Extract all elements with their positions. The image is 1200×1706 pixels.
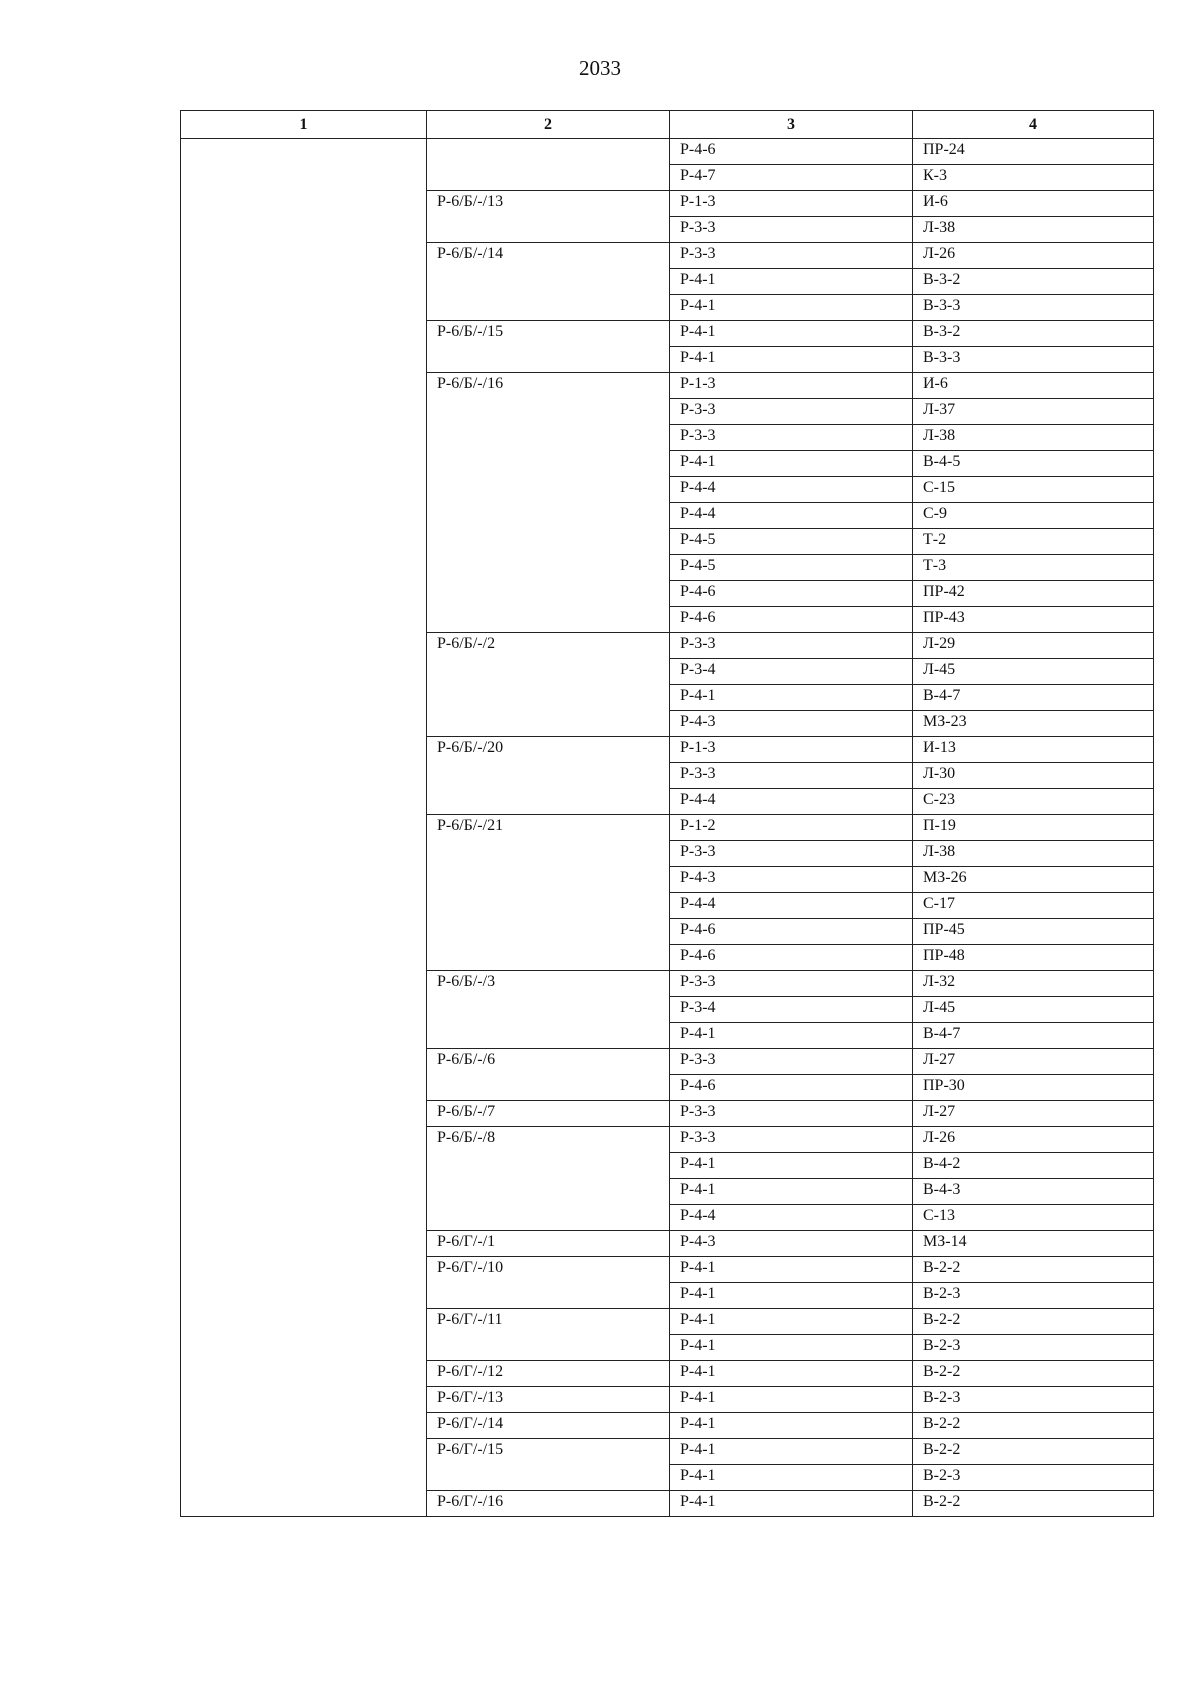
group-code-cell: Р-6/Б/-/2 xyxy=(427,633,670,737)
col3-cell: Р-4-6 xyxy=(670,607,913,633)
col4-cell: Л-27 xyxy=(913,1101,1154,1127)
col4-cell: С-17 xyxy=(913,893,1154,919)
col4-cell: В-4-3 xyxy=(913,1179,1154,1205)
group-code-cell: Р-6/Г/-/15 xyxy=(427,1439,670,1491)
group-code-cell: Р-6/Г/-/10 xyxy=(427,1257,670,1309)
col4-cell: ПР-48 xyxy=(913,945,1154,971)
col4-cell: ПР-45 xyxy=(913,919,1154,945)
col4-cell: Л-38 xyxy=(913,217,1154,243)
page-number: 2033 xyxy=(579,56,621,80)
group-code-cell: Р-6/Б/-/3 xyxy=(427,971,670,1049)
group-code-cell: Р-6/Б/-/6 xyxy=(427,1049,670,1101)
col4-cell: Л-45 xyxy=(913,997,1154,1023)
col3-cell: Р-3-3 xyxy=(670,399,913,425)
header-col-2: 2 xyxy=(427,111,670,139)
col3-cell: Р-4-3 xyxy=(670,711,913,737)
col4-cell: Л-37 xyxy=(913,399,1154,425)
group-code-cell: Р-6/Г/-/12 xyxy=(427,1361,670,1387)
col4-cell: В-2-2 xyxy=(913,1413,1154,1439)
col4-cell: С-9 xyxy=(913,503,1154,529)
col4-cell: В-4-7 xyxy=(913,1023,1154,1049)
col3-cell: Р-3-3 xyxy=(670,1049,913,1075)
col4-cell: Л-38 xyxy=(913,841,1154,867)
col3-cell: Р-3-3 xyxy=(670,763,913,789)
col4-cell: В-3-3 xyxy=(913,295,1154,321)
col3-cell: Р-4-4 xyxy=(670,1205,913,1231)
group-code-cell: Р-6/Б/-/16 xyxy=(427,373,670,633)
col3-cell: Р-1-3 xyxy=(670,737,913,763)
col3-cell: Р-4-3 xyxy=(670,1231,913,1257)
col4-cell: Л-26 xyxy=(913,243,1154,269)
col4-cell: С-23 xyxy=(913,789,1154,815)
col3-cell: Р-4-1 xyxy=(670,1491,913,1517)
col3-cell: Р-4-6 xyxy=(670,919,913,945)
group-code-cell: Р-6/Б/-/20 xyxy=(427,737,670,815)
group-code-cell: Р-6/Г/-/11 xyxy=(427,1309,670,1361)
col3-cell: Р-1-3 xyxy=(670,191,913,217)
col4-cell: МЗ-14 xyxy=(913,1231,1154,1257)
col3-cell: Р-3-3 xyxy=(670,425,913,451)
col3-cell: Р-4-5 xyxy=(670,555,913,581)
header-col-1: 1 xyxy=(181,111,427,139)
col4-cell: МЗ-23 xyxy=(913,711,1154,737)
col3-cell: Р-4-4 xyxy=(670,789,913,815)
col3-cell: Р-3-3 xyxy=(670,1101,913,1127)
col3-cell: Р-4-1 xyxy=(670,1257,913,1283)
col4-cell: В-2-2 xyxy=(913,1439,1154,1465)
col3-cell: Р-4-1 xyxy=(670,1465,913,1491)
col4-cell: И-13 xyxy=(913,737,1154,763)
col4-cell: С-15 xyxy=(913,477,1154,503)
col4-cell: В-2-3 xyxy=(913,1465,1154,1491)
col3-cell: Р-4-1 xyxy=(670,1387,913,1413)
col3-cell: Р-3-4 xyxy=(670,659,913,685)
col4-cell: Т-3 xyxy=(913,555,1154,581)
col4-cell: В-3-2 xyxy=(913,269,1154,295)
group-code-cell xyxy=(427,139,670,191)
col3-cell: Р-3-3 xyxy=(670,633,913,659)
col3-cell: Р-4-6 xyxy=(670,581,913,607)
col4-cell: В-2-2 xyxy=(913,1309,1154,1335)
group-code-cell: Р-6/Б/-/14 xyxy=(427,243,670,321)
group-code-cell: Р-6/Г/-/1 xyxy=(427,1231,670,1257)
table-row xyxy=(181,139,1154,165)
col4-cell: ПР-30 xyxy=(913,1075,1154,1101)
col3-cell: Р-4-7 xyxy=(670,165,913,191)
col4-cell: Л-30 xyxy=(913,763,1154,789)
col3-cell: Р-4-6 xyxy=(670,1075,913,1101)
col3-cell: Р-3-3 xyxy=(670,243,913,269)
col3-cell: Р-4-1 xyxy=(670,1023,913,1049)
group-code-cell: Р-6/Г/-/13 xyxy=(427,1387,670,1413)
col4-cell: Т-2 xyxy=(913,529,1154,555)
col3-cell: Р-4-6 xyxy=(670,945,913,971)
header-col-3: 3 xyxy=(670,111,913,139)
col3-cell: Р-4-1 xyxy=(670,1361,913,1387)
col4-cell: В-2-3 xyxy=(913,1387,1154,1413)
header-row xyxy=(181,111,1154,139)
col3-cell: Р-4-6 xyxy=(670,139,913,165)
col3-cell: Р-4-1 xyxy=(670,451,913,477)
col4-cell: И-6 xyxy=(913,373,1154,399)
col4-cell: В-2-2 xyxy=(913,1491,1154,1517)
col3-cell: Р-4-1 xyxy=(670,347,913,373)
col4-cell: Л-38 xyxy=(913,425,1154,451)
header-col-4: 4 xyxy=(913,111,1154,139)
col4-cell: В-2-3 xyxy=(913,1283,1154,1309)
col4-cell: В-2-2 xyxy=(913,1361,1154,1387)
col4-cell: И-6 xyxy=(913,191,1154,217)
col1-cell xyxy=(181,139,427,1517)
col3-cell: Р-4-1 xyxy=(670,685,913,711)
col3-cell: Р-4-3 xyxy=(670,867,913,893)
col3-cell: Р-3-4 xyxy=(670,997,913,1023)
group-code-cell: Р-6/Б/-/15 xyxy=(427,321,670,373)
col4-cell: Л-26 xyxy=(913,1127,1154,1153)
col3-cell: Р-4-4 xyxy=(670,893,913,919)
col4-cell: ПР-43 xyxy=(913,607,1154,633)
col4-cell: Л-45 xyxy=(913,659,1154,685)
col3-cell: Р-3-3 xyxy=(670,841,913,867)
col3-cell: Р-4-1 xyxy=(670,269,913,295)
col3-cell: Р-3-3 xyxy=(670,217,913,243)
col3-cell: Р-4-1 xyxy=(670,1309,913,1335)
col3-cell: Р-4-1 xyxy=(670,1413,913,1439)
col4-cell: К-3 xyxy=(913,165,1154,191)
col3-cell: Р-3-3 xyxy=(670,1127,913,1153)
col4-cell: В-4-2 xyxy=(913,1153,1154,1179)
group-code-cell: Р-6/Б/-/7 xyxy=(427,1101,670,1127)
col3-cell: Р-4-1 xyxy=(670,1179,913,1205)
col3-cell: Р-4-1 xyxy=(670,321,913,347)
col3-cell: Р-4-1 xyxy=(670,1283,913,1309)
col4-cell: В-4-5 xyxy=(913,451,1154,477)
col3-cell: Р-4-1 xyxy=(670,1153,913,1179)
col3-cell: Р-4-5 xyxy=(670,529,913,555)
col4-cell: С-13 xyxy=(913,1205,1154,1231)
col3-cell: Р-4-1 xyxy=(670,1335,913,1361)
group-code-cell: Р-6/Б/-/13 xyxy=(427,191,670,243)
col4-cell: В-4-7 xyxy=(913,685,1154,711)
col4-cell: В-2-3 xyxy=(913,1335,1154,1361)
document-table xyxy=(180,110,1154,1517)
table-header xyxy=(181,111,1154,139)
col3-cell: Р-4-4 xyxy=(670,477,913,503)
col4-cell: Л-32 xyxy=(913,971,1154,997)
col4-cell: В-2-2 xyxy=(913,1257,1154,1283)
col4-cell: В-3-2 xyxy=(913,321,1154,347)
col4-cell: ПР-24 xyxy=(913,139,1154,165)
group-code-cell: Р-6/Б/-/21 xyxy=(427,815,670,971)
col3-cell: Р-4-1 xyxy=(670,1439,913,1465)
col4-cell: Л-29 xyxy=(913,633,1154,659)
col3-cell: Р-1-2 xyxy=(670,815,913,841)
col4-cell: В-3-3 xyxy=(913,347,1154,373)
col4-cell: Л-27 xyxy=(913,1049,1154,1075)
table-body xyxy=(181,139,1154,1517)
col4-cell: П-19 xyxy=(913,815,1154,841)
group-code-cell: Р-6/Г/-/14 xyxy=(427,1413,670,1439)
col3-cell: Р-4-1 xyxy=(670,295,913,321)
group-code-cell: Р-6/Г/-/16 xyxy=(427,1491,670,1517)
col3-cell: Р-3-3 xyxy=(670,971,913,997)
col3-cell: Р-1-3 xyxy=(670,373,913,399)
col4-cell: ПР-42 xyxy=(913,581,1154,607)
group-code-cell: Р-6/Б/-/8 xyxy=(427,1127,670,1231)
col4-cell: МЗ-26 xyxy=(913,867,1154,893)
col3-cell: Р-4-4 xyxy=(670,503,913,529)
